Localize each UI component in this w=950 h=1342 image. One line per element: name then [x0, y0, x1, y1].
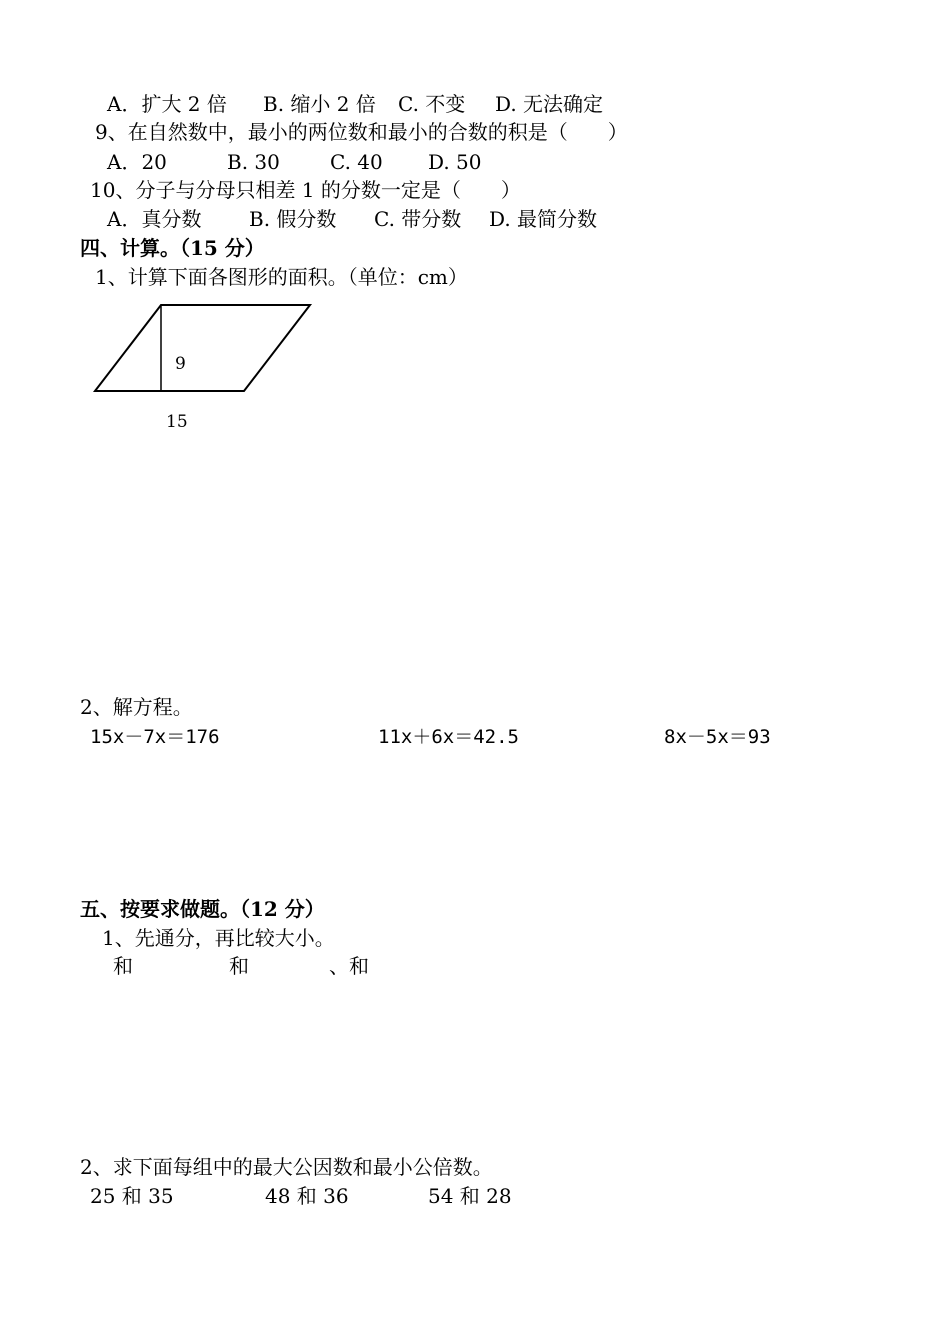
section5-problem2: 2、求下面每组中的最大公因数和最小公倍数。: [80, 1155, 493, 1179]
compare-and-3: 、和: [329, 954, 369, 978]
parallelogram-shape: [95, 305, 310, 391]
height-label: 9: [175, 354, 186, 374]
q10-option-a: A．真分数: [107, 207, 202, 231]
section5-problem1: 1、先通分，再比较大小。: [102, 926, 335, 950]
group-2: 48 和 36: [265, 1184, 349, 1208]
q10-question: 10、分子与分母只相差 1 的分数一定是（ ）: [90, 178, 521, 202]
base-label: 15: [166, 412, 188, 432]
section4-problem1: 1、计算下面各图形的面积。（单位：cm）: [95, 265, 468, 289]
equation-1: 15x－7x＝176: [90, 726, 220, 748]
q9-option-b: B. 30: [227, 150, 280, 174]
section4-title: 四、计算。（15 分）: [80, 236, 265, 260]
q8-option-d: D. 无法确定: [495, 92, 604, 116]
parallelogram-figure: [88, 298, 320, 398]
q10-option-c: C. 带分数: [374, 207, 462, 231]
equation-2: 11x＋6x＝42.5: [378, 726, 519, 748]
compare-and-2: 和: [229, 954, 249, 978]
q8-option-c: C. 不变: [398, 92, 466, 116]
equation-3: 8x－5x＝93: [664, 726, 771, 748]
q9-question: 9、在自然数中，最小的两位数和最小的合数的积是（ ）: [95, 120, 628, 144]
q8-option-b: B. 缩小 2 倍: [263, 92, 376, 116]
q9-option-d: D. 50: [428, 150, 482, 174]
q10-option-d: D. 最简分数: [489, 207, 598, 231]
q8-option-a: A．扩大 2 倍: [107, 92, 227, 116]
q10-option-b: B. 假分数: [249, 207, 337, 231]
section4-problem2: 2、解方程。: [80, 695, 193, 719]
group-3: 54 和 28: [428, 1184, 512, 1208]
group-1: 25 和 35: [90, 1184, 174, 1208]
compare-and-1: 和: [113, 954, 133, 978]
section5-title: 五、按要求做题。（12 分）: [80, 897, 325, 921]
q9-option-c: C. 40: [330, 150, 383, 174]
q9-option-a: A．20: [107, 150, 167, 174]
